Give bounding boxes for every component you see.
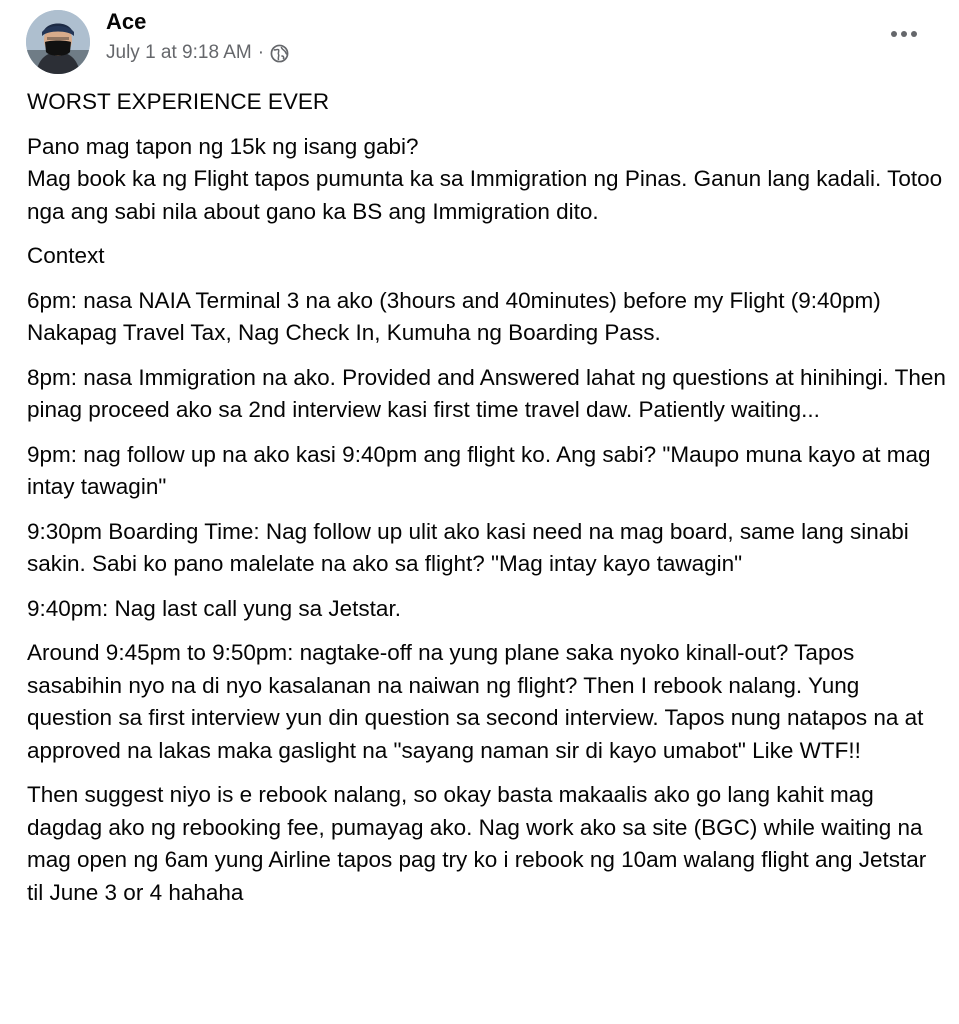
post-paragraph: WORST EXPERIENCE EVER <box>27 89 330 114</box>
more-options-icon[interactable] <box>886 22 922 46</box>
post-paragraph: 8pm: nasa Immigration na ako. Provided and Answered lahat ng questions at hinihingi. Then pinag proceed ako sa 2nd interview kasi first time travel daw. Patiently waiting... <box>27 364 953 422</box>
post-paragraph: 6pm: nasa NAIA Terminal 3 na ako (3hours and 40minutes) before my Flight (9:40pm) Nakapag Travel Tax, Nag Check In, Kumuha ng Boarding Pass. <box>27 287 881 345</box>
more-dot <box>891 31 897 37</box>
post-paragraph: 9:40pm: Nag last call yung sa Jetstar. <box>27 595 401 621</box>
post-paragraph: 9:30pm Boarding Time: Nag follow up ulit ako kasi need na mag board, same lang sinabi sakin. Sabi ko pano malelate na ako sa flight? "Mag intay kayo tawagin" <box>27 518 916 576</box>
post-paragraph: Pano mag tapon ng 15k ng isang gabi? Mag book ka ng Flight tapos pumunta ka sa Immigration ng Pinas. Ganun lang kadali. Totoo nga ang sabi nila about gano ka BS ang Immigration dito. <box>27 133 943 224</box>
avatar-photo <box>26 10 90 74</box>
post-paragraph: Around 9:45pm to 9:50pm: nagtake-off na yung plane saka nyoko kinall-out? Tapos sasabihin nyo na di nyo kasalanan na naiwan ng flight? Then I rebook nalang. Yung question sa first interview yun din question sa second interview. Tapos nung natapos na at approved na lakas maka gaslight na "sayang naman sir di kayo umabot" Like WTF!! <box>27 640 930 763</box>
post-paragraph: Then suggest niyo is e rebook nalang, so okay basta makaalis ako go lang kahit mag dagdag ako ng rebooking fee, pumayag ako. Nag work ako sa site (BGC) while waiting na mag open ng 6am yung Airline tapos pag try ko i rebook ng 10am walang flight ang Jetstar til June 3 or 4 hahaha <box>27 782 933 905</box>
author-name[interactable]: Ace <box>106 9 147 34</box>
post-paragraph: Context <box>27 243 105 268</box>
post-timestamp[interactable]: July 1 at 9:18 AM <box>106 42 252 63</box>
post-header <box>24 6 934 72</box>
post-body <box>27 86 953 921</box>
post-meta <box>106 42 289 64</box>
meta-separator: · <box>257 42 265 63</box>
post-paragraph: 9pm: nag follow up na ako kasi 9:40pm ang flight ko. Ang sabi? "Maupo muna kayo at mag intay tawagin" <box>27 441 937 499</box>
more-dot <box>901 31 907 37</box>
author-avatar[interactable] <box>26 10 90 74</box>
globe-icon[interactable] <box>270 44 289 63</box>
more-dot <box>911 31 917 37</box>
